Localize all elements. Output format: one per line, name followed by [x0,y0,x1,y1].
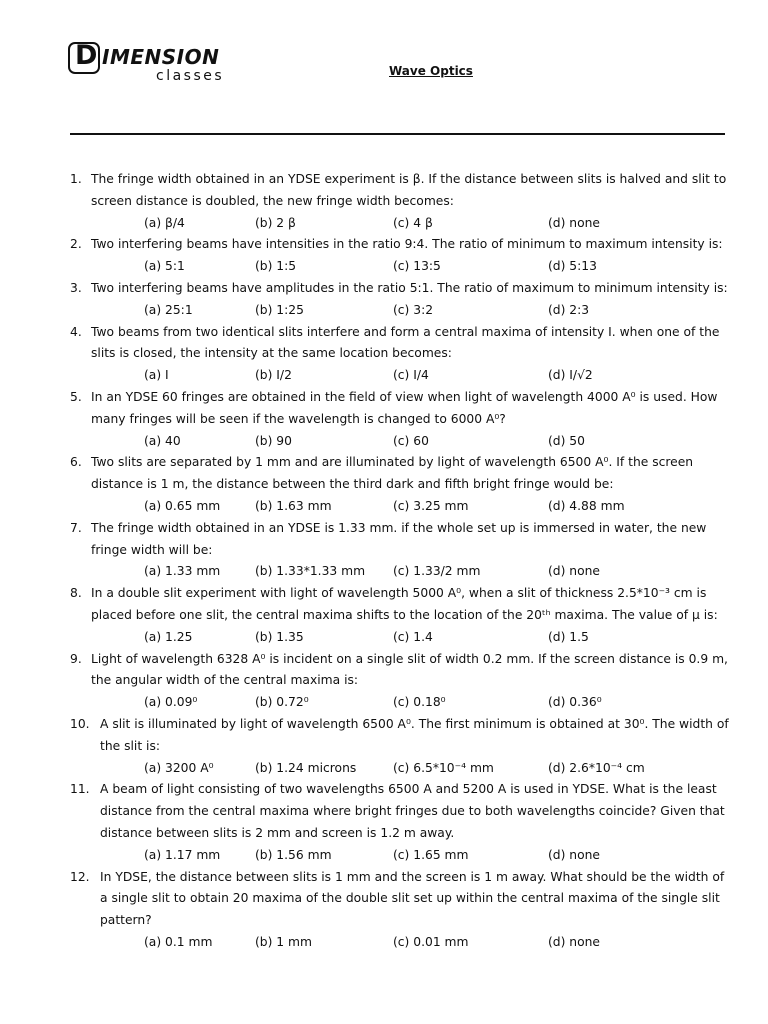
option-a: (a) 0.65 mm [144,498,221,513]
question-list [70,169,730,954]
option-a: (a) 3200 A⁰ [144,760,214,775]
option-a: (a) I [144,368,169,383]
question-text: Two beams from two identical slits interfere and form a central maxima of intensity I. when one of the slits is closed, the intensity at the same location becomes: [91,324,720,361]
option-d: (d) 4.88 mm [548,498,625,513]
question-4 [70,322,730,387]
option-a: (a) 1.17 mm [144,847,221,862]
question-6 [70,452,730,517]
question-number: 6. [70,455,82,470]
option-a: (a) 40 [144,433,181,448]
option-c: (c) 3.25 mm [393,498,469,513]
question-text: Two interfering beams have intensities in the ratio 9:4. The ratio of minimum to maximum intensity is: [91,237,723,252]
question-number: 5. [70,389,82,404]
option-a: (a) 1.33 mm [144,564,221,579]
option-b: (b) 1:25 [255,302,304,317]
question-number: 8. [70,586,82,601]
option-c: (c) 4 β [393,215,433,230]
question-8 [70,583,730,648]
question-text: The fringe width obtained in an YDSE is 1.33 mm. if the whole set up is immersed in water, the new fringe width will be: [91,520,707,557]
option-c: (c) 13:5 [393,259,441,274]
question-text: Two interfering beams have amplitudes in the ratio 5:1. The ratio of maximum to minimum intensity is: [91,280,728,295]
option-d: (d) none [548,215,600,230]
option-d: (d) 1.5 [548,629,589,644]
option-b: (b) 1.56 mm [255,847,332,862]
option-b: (b) 1.33*1.33 mm [255,564,366,579]
option-a: (a) β/4 [144,215,185,230]
option-c: (c) 1.33/2 mm [393,564,481,579]
option-c: (c) 6.5*10⁻⁴ mm [393,760,494,775]
options-row [70,758,730,780]
option-b: (b) 1 mm [255,934,312,949]
option-d: (d) I/√2 [548,368,593,383]
option-d: (d) 2:3 [548,302,590,317]
option-c: (c) 0.01 mm [393,934,469,949]
question-number: 12. [70,869,90,884]
option-a: (a) 25:1 [144,302,193,317]
header-divider [70,133,725,135]
question-2 [70,234,730,278]
options-row [70,213,730,235]
page-title: Wave Optics [389,64,473,78]
question-text: In YDSE, the distance between slits is 1 mm and the screen is 1 m away. What should be the width of a single slit to obtain 20 maxima of the double slit set up within the central maxima of the single slit pattern? [100,869,725,928]
question-text: A slit is illuminated by light of wavelength 6500 A⁰. The first minimum is obtained at 30⁰. The width of the slit is: [100,716,729,753]
dimension-classes-logo [68,40,236,86]
option-d: (d) none [548,847,600,862]
question-12 [70,867,730,954]
option-a: (a) 5:1 [144,259,185,274]
option-d: (d) 2.6*10⁻⁴ cm [548,760,645,775]
option-a: (a) 0.1 mm [144,934,213,949]
option-d: (d) none [548,934,600,949]
option-b: (b) 1.24 microns [255,760,357,775]
options-row [70,496,730,518]
option-d: (d) none [548,564,600,579]
option-a: (a) 1.25 [144,629,193,644]
question-1 [70,169,730,234]
option-b: (b) 1.35 [255,629,304,644]
options-row [70,845,730,867]
question-3 [70,278,730,322]
option-d: (d) 5:13 [548,259,597,274]
option-c: (c) 0.18⁰ [393,695,446,710]
question-number: 10. [70,716,90,731]
question-text: A beam of light consisting of two wavelengths 6500 A and 5200 A is used in YDSE. What is the least distance from the central maxima where bright fringes due to both wavelengths coincide? Given that distance between slits is 2 mm and screen is 1.2 m away. [100,782,725,840]
option-c: (c) I/4 [393,368,429,383]
question-10 [70,714,730,779]
question-text: In an YDSE 60 fringes are obtained in the field of view when light of wavelength 4000 A⁰ is used. How many fringes will be seen if the wavelength is changed to 6000 A⁰? [91,389,718,426]
options-row [70,300,730,322]
option-b: (b) 1.63 mm [255,498,332,513]
option-b: (b) I/2 [255,368,292,383]
question-number: 4. [70,324,82,339]
options-row [70,692,730,714]
option-d: (d) 0.36⁰ [548,695,602,710]
question-text: The fringe width obtained in an YDSE experiment is β. If the distance between slits is halved and slit to screen distance is doubled, the new fringe width becomes: [91,172,727,208]
logo-wordmark: IMENSION [102,45,220,69]
question-number: 9. [70,651,82,666]
question-11 [70,779,730,866]
options-row [70,431,730,453]
option-a: (a) 0.09⁰ [144,695,198,710]
options-row [70,932,730,954]
question-5 [70,387,730,452]
options-row [70,256,730,278]
options-row [70,561,730,583]
question-9 [70,649,730,714]
option-b: (b) 90 [255,433,292,448]
option-c: (c) 3:2 [393,302,434,317]
option-b: (b) 1:5 [255,259,297,274]
question-text: In a double slit experiment with light of wavelength 5000 A⁰, when a slit of thickness 2.5*10⁻³ cm is placed before one slit, the central maxima shifts to the location of the 20ᵗʰ maxima. The value of μ is: [91,586,718,622]
option-c: (c) 1.4 [393,629,433,644]
option-d: (d) 50 [548,433,585,448]
option-c: (c) 60 [393,433,429,448]
question-number: 11. [70,782,90,797]
question-number: 2. [70,237,82,252]
question-number: 3. [70,280,82,295]
option-c: (c) 1.65 mm [393,847,469,862]
logo-subtitle: classes [156,68,225,84]
question-text: Light of wavelength 6328 A⁰ is incident on a single slit of width 0.2 mm. If the screen distance is 0.9 m, the angular width of the central maxima is: [91,651,728,688]
logo-letter: D [75,40,98,71]
question-number: 1. [70,172,82,186]
question-text: Two slits are separated by 1 mm and are illuminated by light of wavelength 6500 A⁰. If the screen distance is 1 m, the distance between the third dark and fifth bright fringe would be: [91,455,694,492]
options-row [70,627,730,649]
option-b: (b) 2 β [255,215,296,230]
question-number: 7. [70,520,82,535]
options-row [70,365,730,387]
question-7 [70,518,730,583]
option-b: (b) 0.72⁰ [255,695,309,710]
